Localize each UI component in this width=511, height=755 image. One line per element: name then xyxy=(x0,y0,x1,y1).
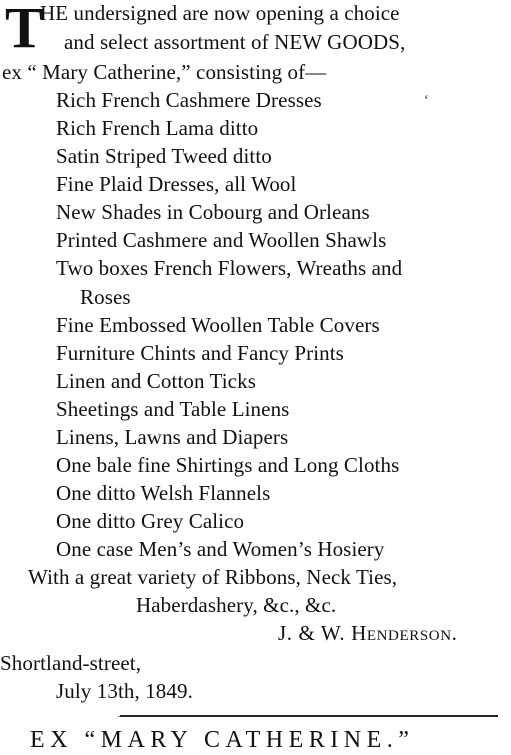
separator-rule xyxy=(120,715,498,717)
closing-line-2: Haberdashery, &c., &c. xyxy=(136,593,337,617)
list-item: Furniture Chints and Fancy Prints xyxy=(56,341,344,365)
intro-line-3: ex “ Mary Catherine,” consisting of— xyxy=(2,60,327,84)
list-item: Fine Embossed Woollen Table Covers xyxy=(56,313,380,337)
list-item: Rich French Cashmere Dresses xyxy=(56,88,322,112)
list-item: Linens, Lawns and Diapers xyxy=(56,425,289,449)
date: July 13th, 1849. xyxy=(56,679,193,703)
list-item: Fine Plaid Dresses, all Wool xyxy=(56,172,297,196)
list-item: Satin Striped Tweed ditto xyxy=(56,144,272,168)
next-ad-heading: EX “MARY CATHERINE.” xyxy=(30,727,415,753)
list-item: Rich French Lama ditto xyxy=(56,116,259,140)
list-item: Printed Cashmere and Woollen Shawls xyxy=(56,228,387,252)
list-item: Two boxes French Flowers, Wreaths and xyxy=(56,256,403,280)
list-item: Linen and Cotton Ticks xyxy=(56,369,256,393)
list-item: Sheetings and Table Linens xyxy=(56,397,290,421)
drop-cap: T xyxy=(5,0,44,60)
list-item: One bale fine Shirtings and Long Cloths xyxy=(56,453,400,477)
closing-line-1: With a great variety of Ribbons, Neck Ties, xyxy=(28,565,398,589)
intro-line-2: and select assortment of NEW GOODS, xyxy=(64,30,406,54)
list-item-continuation: Roses xyxy=(80,285,131,309)
intro-line-1: HE undersigned are now opening a choice xyxy=(40,1,400,25)
list-item: New Shades in Cobourg and Orleans xyxy=(56,200,370,224)
address: Shortland-street, xyxy=(0,651,142,675)
stray-print-mark: ʻ xyxy=(424,93,429,108)
list-item: One ditto Grey Calico xyxy=(56,509,245,533)
list-item: One case Men’s and Women’s Hosiery xyxy=(56,537,385,561)
signature: J. & W. Henderson. xyxy=(278,621,458,645)
list-item: One ditto Welsh Flannels xyxy=(56,481,271,505)
